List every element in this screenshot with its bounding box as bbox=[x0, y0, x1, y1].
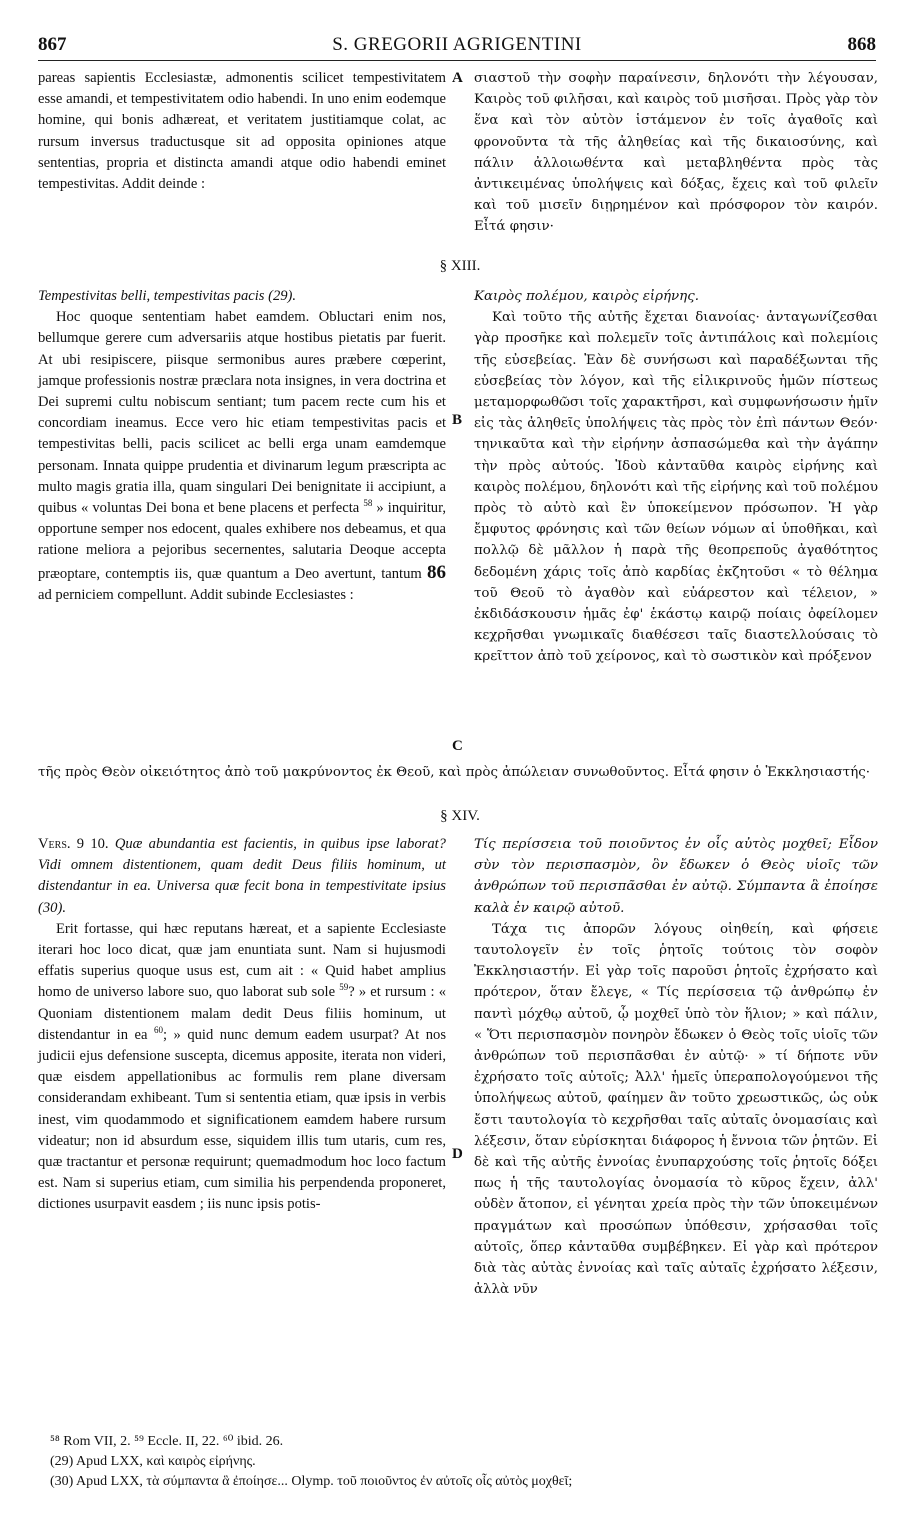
running-title: S. GREGORII AGRIGENTINI bbox=[332, 34, 582, 55]
latin-text: ; » quid nunc demum eadem usurpat? At nos judicii ejus defensione suscepta, dicemus apposite, iterata non videri, quæ eisdem appellationibus ac formulis rem plane diversam considerandam exhibeant. Tum si sententia etiam, quæ ipsis in verbis inest, vim quodammodo et significationem eamdem habere rursum videatur; non id absurdum esse, siquidem illis tum utaris, cum res, quæ tractantur et personæ requirunt; quemadmodum hoc loco factum est. Nam si superius etiam, cum similia his perpendenda proponeret, dictiones usurpavit easdem ; iis nunc ipsis potis- bbox=[38, 1026, 446, 1213]
greek-column-block2 bbox=[474, 286, 878, 668]
footnote-ref: 58 bbox=[363, 498, 373, 509]
page-number-left: 867 bbox=[38, 34, 67, 55]
greek-full-width-line bbox=[38, 762, 878, 783]
margin-marker-c: C bbox=[452, 738, 463, 754]
section-heading-13: § XIII. bbox=[439, 258, 481, 274]
margin-marker-b: B bbox=[452, 412, 463, 428]
latin-paragraph bbox=[38, 919, 446, 1216]
latin-text: » inquiritur, opportune semper nos edocent, quales exhibere nos debeamus, et qua ratione meliora a pejoribus secernentes, salutaria Deoque accepta præoptare, contemptis iis, quæ quantum a Deo avertunt, tantum bbox=[38, 500, 446, 582]
latin-text: Erit fortasse, qui hæc reputans hæreat, et a sapiente Ecclesiaste iterari hoc loco dicat, quæ jam enuntiata sunt. Nam si hujusmodi effatis superius quoque usus est, cum ait : « Quid habet amplius homo de universo labore suo, quo laborat sub sole bbox=[38, 920, 446, 1001]
footnote-line: (30) Apud LXX, τὰ σύμπαντα ἃ ἐποίησε... Olymp. τοῦ ποιοῦντος ἐν αὐτοῖς οἷς αὐτὸς μοχθεῖ; bbox=[50, 1474, 573, 1489]
greek-paragraph: Καὶ τοῦτο τῆς αὐτῆς ἔχεται διανοίας· ἀνταγωνίζεσθαι γὰρ προσῆκε καὶ πολεμεῖν τοῖς ἀντιπάλοις καὶ πολεμίοις τῆς εὐσεβείας. Ἐὰν δὲ συνήσωσι καὶ παραδέξωνται τῆς εὐσεβείας τὸν λόγον, καὶ τῆς εἰλικρινοῦς ἡμῶν πίστεως μεταμορφωθῶσι τοῖς χαρακτῆρσι, καὶ συμφωνήσωσιν ἡμῖν εἰς τὰς ἀληθεῖς ὑπολήψεις τὰς πρὸς τὸν ἐπὶ πάντων Θεόν· τηνικαῦτα καὶ τὴν εἰρήνην ἀσπασώμεθα καὶ τὴν ἀγάπην τὴν πρὸς αὐτούς. Ἰδοὺ κἀνταῦθα καιρὸς εἰρήνης καὶ καιρὸς πολέμου, δηλονότι καὶ τῆς εἰρήνης καὶ τοῦ πολέμου πρὸς τὸ αὐτὸ καὶ ἓν ὑποκείμενον πρόσωπον. Ἡ γὰρ ἔμφυτος φρόνησις καὶ τῶν θείων νόμων αἱ ὑποθῆκαι, καὶ πολλῷ δὲ μᾶλλον ἡ παρὰ τῆς θεοπρεποῦς ἀγαθότητος δεδομένη χάρις τοῖς ἀπὸ καρδίας ἐκζητοῦσι « τὸ θέλημα τοῦ Θεοῦ τὸ ἀγαθὸν καὶ εὐάρεστον καὶ τέλειον, » ἐκδιδάσκουσιν ἡμᾶς ἐφ' ἑκάστῳ καιρῷ ποίαις ὀφείλομεν κεχρῆσθαι γνωμικαῖς διαθέσεσι ταῖς διαστελλούσαις τὸ κρεῖττον ἀπὸ τοῦ χείρονος, καὶ τὸ σωστικὸν καὶ πρόξενον bbox=[474, 310, 878, 665]
latin-lemma: Tempestivitas belli, tempestivitas pacis (29). bbox=[38, 288, 297, 304]
greek-paragraph: τῆς πρὸς Θεὸν οἰκειότητος ἀπὸ τοῦ μακρύνοντος ἐκ Θεοῦ, καὶ πρὸς ἀπώλειαν συνωθοῦντος. Εἶτά φησιν ὁ Ἐκκλησιαστής· bbox=[38, 765, 870, 780]
running-header bbox=[38, 32, 876, 61]
greek-paragraph: Τάχα τις ἀπορῶν λόγους οἰηθείη, καὶ φήσειε ταυτολογεῖν ἐν τοῖς ῥητοῖς τούτοις τὸν σοφὸν Ἐκκλησιαστήν. Εἰ γὰρ τοῖς παροῦσι ῥητοῖς ἐχρήσατο καὶ πρότερον, ὅταν ἔλεγε, « Τίς περίσσεια τῷ ἀνθρώπῳ ἐν παντὶ μόχθῳ αὐτοῦ, ᾧ μοχθεῖ ὑπὸ τὸν ἥλιον; » καὶ πάλιν, « Ὅτι περισπασμὸν πονηρὸν ἔδωκεν ὁ Θεὸς τοῖς υἱοῖς τῶν ἀνθρώπων τοῦ περισπᾶσθαι ἐν αὐτῷ· » τί δήποτε νῦν ἐχρήσατο τοῖς αὐτοῖς; Ἀλλ' ἡμεῖς ὑπεραπολογούμενοι τῆς ὑπολήψεως αὐτοῦ, φαίημεν ἂν τοῦτο χρεωστικῶς, ὡς οὐκ ἔστι ταυτολογία τὸ κεχρῆσθαι ταῖς αὐταῖς ὀνομασίαις καὶ λέξεσιν, ὅταν εὑρίσκηται διάφορος ἡ ἔννοια τῶν ῥητῶν. Εἰ δὲ καὶ τῆς αὐτῆς ἐννοίας ἐνυπαρχούσης τοῖς ῥητοῖς δόξει πως ἡ τῆς ταυτολογίας ὀνομασία τὸ κῦρος ἔχειν, ἀλλ' οὐδὲν ἄτοπον, εἰ γένηται χρεία πρὸς τὴν τῶν ὑποκειμένων πραγμάτων καὶ προσώπων ὑπόθεσιν, χρήσασθαι τοῖς αὐτοῖς, ὅπερ κἀνταῦθα συμβέβηκεν. Εἰ γὰρ καὶ πρότερον διὰ τὰς αὐτὰς ἐννοίας καὶ ταῖς αὐταῖς ἐχρήσατο λέξεσιν, ἀλλὰ νῦν bbox=[474, 921, 878, 1298]
footnote-ref: 59 bbox=[339, 982, 349, 993]
latin-lemma-text: Quæ abundantia est facientis, in quibus ipse laborat? Vidi omnem distentionem, quam dedit Deus filiis hominum, ut distendantur in ea. Universa quæ fecit bona in tempestivitate ipsius (30). bbox=[38, 836, 446, 916]
latin-text: ad perniciem compellunt. Addit subinde Ecclesiastes : bbox=[38, 586, 354, 603]
footnote-line: ⁵⁸ Rom VII, 2. ⁵⁹ Eccle. II, 22. ⁶⁰ ibid. 26. bbox=[50, 1434, 284, 1449]
latin-paragraph: pareas sapientis Ecclesiastæ, admonentis scilicet tempestivitatem esse amandi, et tempestivitatem odio habendi. In uno enim eodemque homine, qui bonis adhæreat, et veritatem justitiamque colat, ac rursum inversus traductusque sit ad opposita opiniones atque sententias, propria et distincta amandi atque odio habendi eminet tempestivitas. Addit deinde : bbox=[38, 70, 446, 193]
greek-column-block3 bbox=[474, 834, 878, 1300]
verse-ref: Vers. 9 10. bbox=[38, 836, 109, 852]
greek-lemma: Τίς περίσσεια τοῦ ποιοῦντος ἐν οἷς αὐτὸς μοχθεῖ; Εἶδον σὺν τὸν περισπασμὸν, ὃν ἔδωκεν ὁ Θεὸς υἱοῖς τῶν ἀνθρώπων τοῦ περισπᾶσθαι ἐν αὐτῷ. Σύμπαντα ἃ ἐποίησε καλὰ ἐν καιρῷ αὐτοῦ. bbox=[474, 837, 878, 916]
greek-column-block1 bbox=[474, 68, 878, 238]
section-heading-14: § XIV. bbox=[440, 808, 480, 824]
latin-column-block1 bbox=[38, 68, 446, 195]
greek-lemma: Καιρὸς πολέμου, καιρὸς εἰρήνης. bbox=[474, 289, 699, 304]
latin-column-block3 bbox=[38, 834, 446, 1216]
greek-paragraph: σιαστοῦ τὴν σοφὴν παραίνεσιν, δηλονότι τὴν λέγουσαν, Καιρὸς τοῦ φιλῆσαι, καὶ καιρὸς τοῦ μισῆσαι. Πρὸς γὰρ τὸν ἕνα καὶ τὸν αὐτὸν ἱστάμενον ἐν τοῖς ἀγαθοῖς καὶ φρονοῦντα τὰ τῆς ἀληθείας καὶ τῆς δικαιοσύνης, καὶ πάλιν ἀλλοιωθέντα καὶ μεταβληθέντα πρὸς τὰς ἀντικειμένας ὑπολήψεις καὶ δόξας, ἔχεις καὶ τοῦ φιλεῖν καὶ τοῦ μισεῖν διῃρημένον καὶ πρόσφορον τὸν καιρόν. Εἶτά φησιν· bbox=[474, 71, 878, 235]
page-number-right: 868 bbox=[847, 34, 876, 55]
footnotes bbox=[50, 1432, 890, 1492]
latin-text: Hoc quoque sententiam habet eamdem. Obluctari enim nos, bellumque gerere cum adversariis atque hostibus pietatis par fuerit. At ubi resipiscere, piisque sermonibus aures præbere cœperint, jamque professionis nostræ præclara nota insignes, in vera doctrina et Dei supremi cultu nobiscum sentiant; tum pacem recte cum his et concordiam ineamus. Ecce vero hic etiam tempestivitas pacis et tempestivitas belli, pacis scilicet ac belli erga unam eamdemque personam. Innata quippe prudentia et divinarum legum præscripta ac multo magis gratia illa, quam singulari Dei benignitate ii accipiunt, a quibus « voluntas Dei bona et bene placens et perfecta bbox=[38, 309, 446, 517]
column-number: 86 bbox=[427, 561, 446, 583]
footnote-line: (29) Apud LXX, καὶ καιρὸς εἰρήνης. bbox=[50, 1454, 256, 1469]
footnote-ref: 60 bbox=[153, 1024, 163, 1035]
margin-marker-a: A bbox=[452, 70, 463, 86]
latin-lemma bbox=[38, 834, 446, 919]
margin-marker-d: D bbox=[452, 1146, 463, 1162]
latin-paragraph bbox=[38, 307, 446, 606]
latin-text: ? » et rursum : « Quoniam distentionem malam dedit Deus filiis hominum, ut distendantur in ea bbox=[38, 984, 446, 1043]
latin-column-block2 bbox=[38, 286, 446, 606]
